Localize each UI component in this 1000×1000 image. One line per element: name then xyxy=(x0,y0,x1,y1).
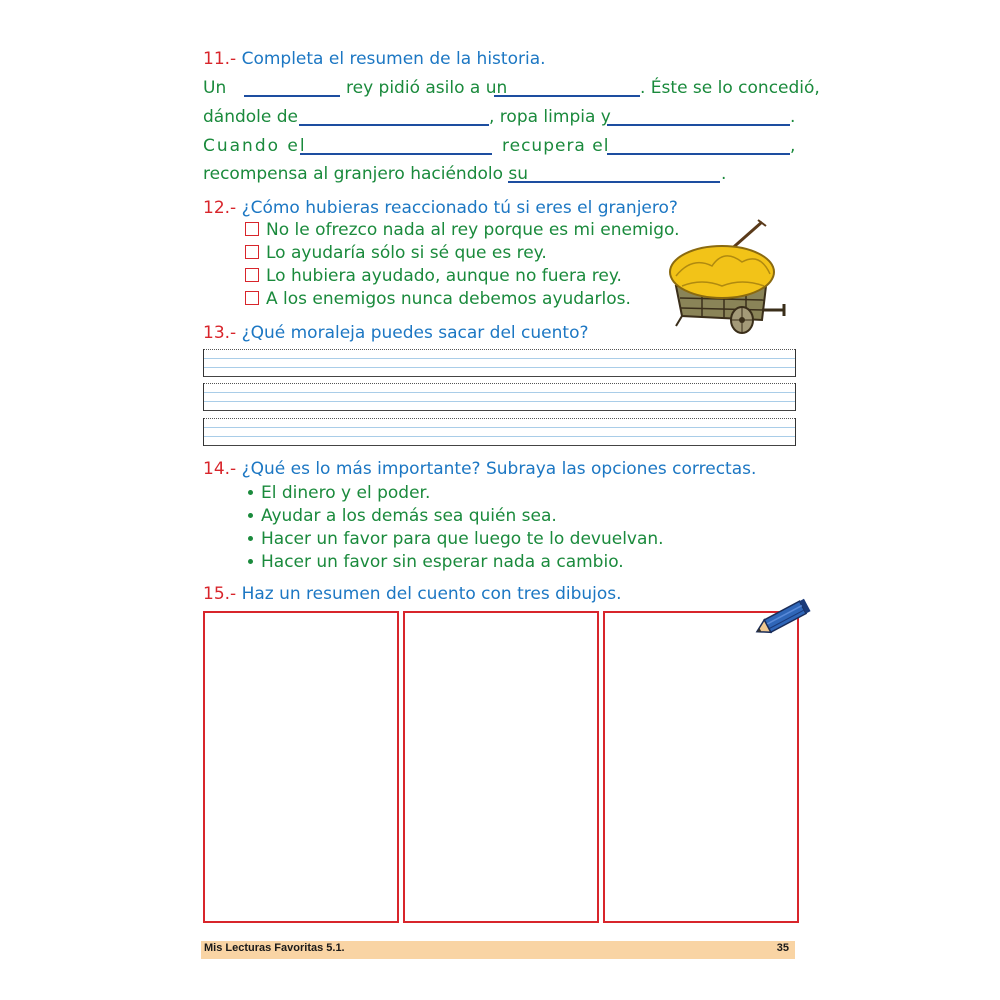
q14-option[interactable] xyxy=(248,506,557,526)
q13-question: ¿Qué moraleja puedes sacar del cuento? xyxy=(241,323,589,343)
q14-question: ¿Qué es lo más importante? Subraya las opciones correctas. xyxy=(241,459,757,479)
checkbox[interactable] xyxy=(245,291,259,305)
drawing-box-3[interactable] xyxy=(603,611,799,923)
q11-line3-c: , xyxy=(790,136,796,156)
checkbox[interactable] xyxy=(245,268,259,282)
q12-option[interactable] xyxy=(245,289,631,309)
page-footer xyxy=(201,941,795,959)
q11-blank-2[interactable] xyxy=(494,95,640,97)
q12-option[interactable] xyxy=(245,220,680,240)
q14-number: 14.- xyxy=(203,459,237,479)
q11-question: Completa el resumen de la historia. xyxy=(241,49,546,69)
q11-heading xyxy=(203,49,546,69)
q11-line3-a: Cuando el xyxy=(203,136,307,156)
q11-line2-a: dándole de xyxy=(203,107,299,127)
q11-line2-c: . xyxy=(790,107,796,127)
q11-blank-4[interactable] xyxy=(607,124,790,126)
q14-option-label: Hacer un favor para que luego te lo devuelvan. xyxy=(261,529,664,549)
q13-heading xyxy=(203,323,589,343)
checkbox[interactable] xyxy=(245,245,259,259)
q11-number: 11.- xyxy=(203,49,237,69)
answer-writing-box-1[interactable] xyxy=(203,349,796,377)
drawing-box-1[interactable] xyxy=(203,611,399,923)
q12-option[interactable] xyxy=(245,266,622,286)
q14-option-label: Hacer un favor sin esperar nada a cambio. xyxy=(261,552,624,572)
q11-blank-5[interactable] xyxy=(300,153,492,155)
q11-line1-a: Un xyxy=(203,78,227,98)
pencil-icon xyxy=(752,597,814,641)
q14-option[interactable] xyxy=(248,552,624,572)
q11-line1-c: . Éste se lo concedió, xyxy=(640,78,820,98)
q14-option-label: Ayudar a los demás sea quién sea. xyxy=(261,506,557,526)
q14-option[interactable] xyxy=(248,483,430,503)
q11-line4-b: . xyxy=(721,164,727,184)
bullet-icon xyxy=(248,490,253,495)
q13-number: 13.- xyxy=(203,323,237,343)
q15-heading xyxy=(203,584,622,604)
bullet-icon xyxy=(248,536,253,541)
q14-option-label: El dinero y el poder. xyxy=(261,483,431,503)
answer-writing-box-3[interactable] xyxy=(203,418,796,446)
q12-option-label: A los enemigos nunca debemos ayudarlos. xyxy=(266,289,631,309)
answer-writing-box-2[interactable] xyxy=(203,383,796,411)
q14-option[interactable] xyxy=(248,529,664,549)
q11-blank-1[interactable] xyxy=(244,95,340,97)
q11-blank-6[interactable] xyxy=(607,153,790,155)
hay-cart-icon xyxy=(662,216,792,336)
q12-number: 12.- xyxy=(203,198,237,218)
footer-book-title: Mis Lecturas Favoritas 5.1. xyxy=(204,942,345,954)
q12-option-label: Lo ayudaría sólo si sé que es rey. xyxy=(266,243,547,263)
bullet-icon xyxy=(248,513,253,518)
checkbox[interactable] xyxy=(245,222,259,236)
q14-heading xyxy=(203,459,756,479)
q11-line1-b: rey pidió asilo a un xyxy=(346,78,508,98)
q15-number: 15.- xyxy=(203,584,237,604)
drawing-box-2[interactable] xyxy=(403,611,599,923)
bullet-icon xyxy=(248,559,253,564)
footer-page-number: 35 xyxy=(776,942,789,954)
q11-blank-7[interactable] xyxy=(508,181,720,183)
q11-line2-b: , ropa limpia y xyxy=(489,107,611,127)
q11-line3-b: recupera el xyxy=(502,136,610,156)
q12-question: ¿Cómo hubieras reaccionado tú si eres el granjero? xyxy=(241,198,678,218)
q12-heading xyxy=(203,198,678,218)
q11-blank-3[interactable] xyxy=(299,124,489,126)
q12-option-label: Lo hubiera ayudado, aunque no fuera rey. xyxy=(266,266,622,286)
q12-option[interactable] xyxy=(245,243,547,263)
q12-option-label: No le ofrezco nada al rey porque es mi enemigo. xyxy=(266,220,680,240)
q15-question: Haz un resumen del cuento con tres dibujos. xyxy=(241,584,622,604)
q11-line4-a: recompensa al granjero haciéndolo su xyxy=(203,164,529,184)
